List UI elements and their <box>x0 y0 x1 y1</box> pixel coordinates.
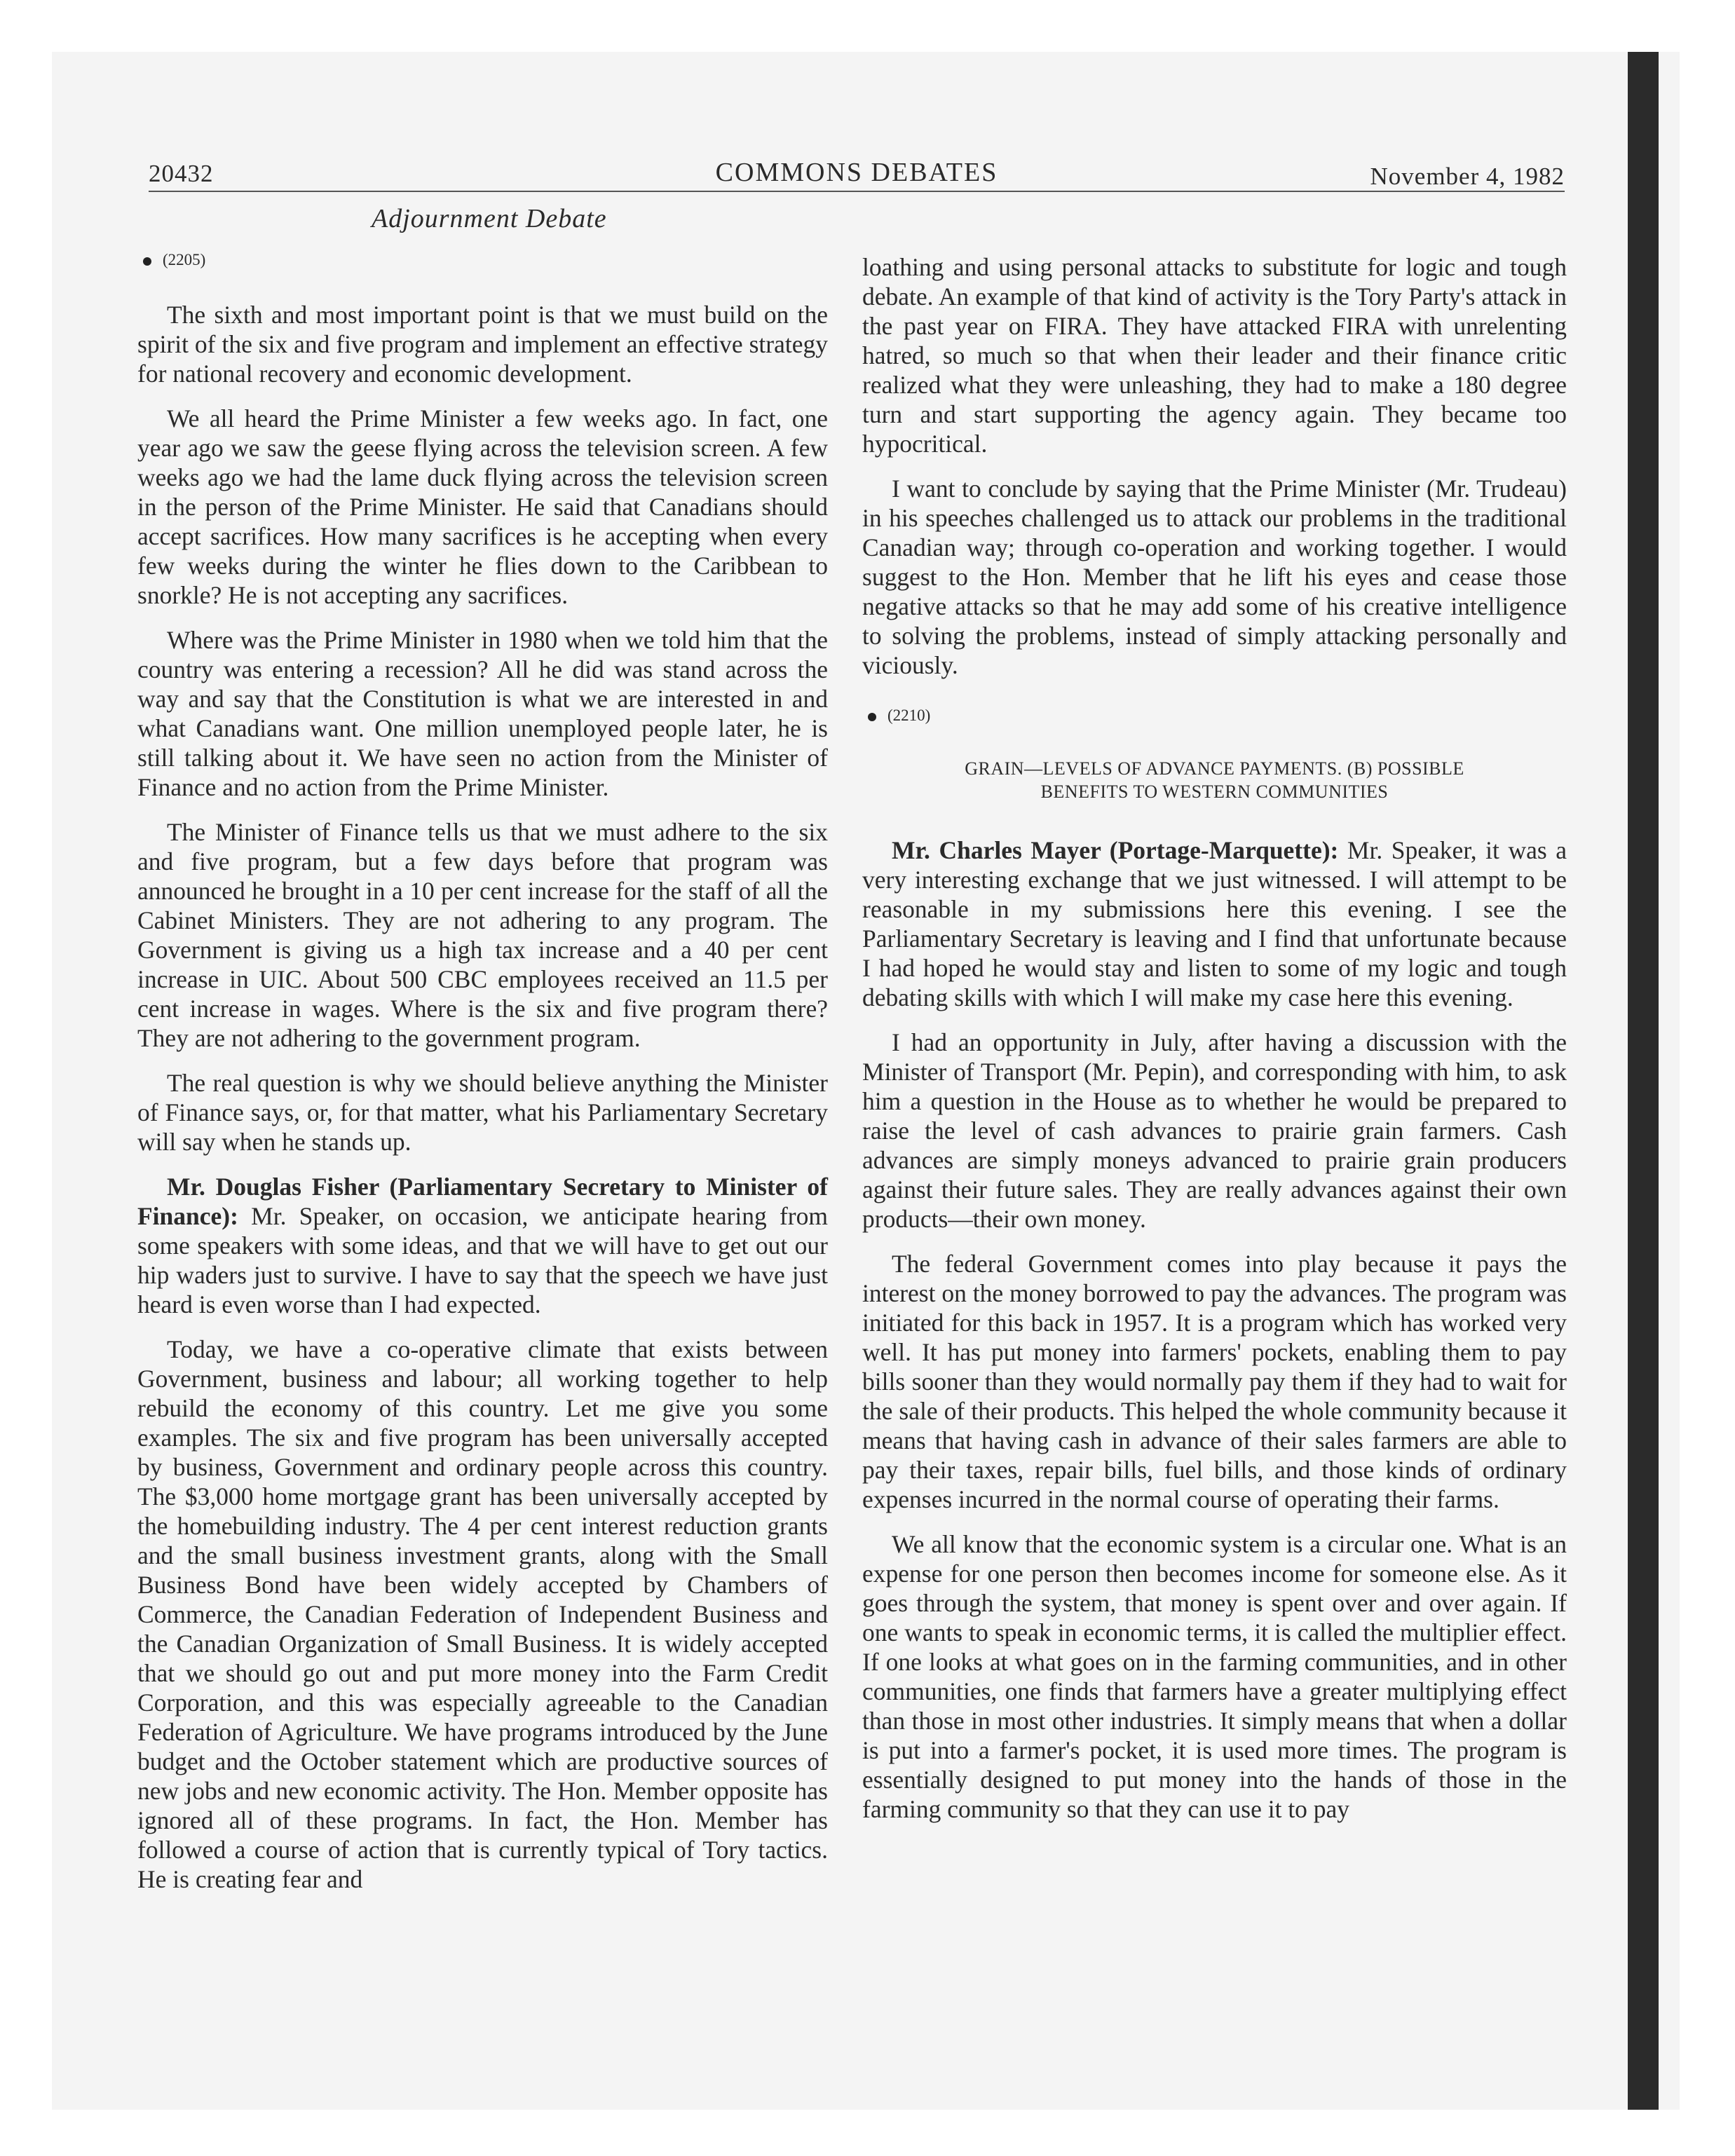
issue-date: November 4, 1982 <box>1370 163 1565 190</box>
speech-text: Mr. Speaker, it was a very interesting exchange that we just witnessed. I will attempt to be reasonable in my submissions here this evening. I see the Parliamentary Secretary is leaving and I find that unfortunate because I had hoped he would stay and listen to some of my logic and tough debating skills with which I will make my case here this evening. <box>862 836 1567 1011</box>
header-rule <box>149 191 1565 192</box>
section-title: Adjournment Debate <box>372 204 607 233</box>
left-column <box>137 245 828 1909</box>
paragraph: The Minister of Finance tells us that we must adhere to the six and five program, but a few days before that program was announced he brought in a 10 per cent increase for the staff of all the Cabinet Ministers. They are not adhering to any program. The Government is giving us a high tax increase and a 40 per cent increase in UIC. About 500 CBC employees received an 11.5 per cent increase in wages. Where is the six and five program there? They are not adhering to the government program. <box>137 818 828 1052</box>
paragraph <box>137 1172 828 1319</box>
paragraph: The sixth and most important point is that we must build on the spirit of the six and five program and implement an effective strategy for national recovery and economic development. <box>137 301 828 388</box>
time-marker <box>868 701 1567 730</box>
scan-edge-margin <box>1659 52 1680 2110</box>
debate-heading-line: GRAIN—LEVELS OF ADVANCE PAYMENTS. (B) POSSIBLE <box>965 758 1464 779</box>
speaker-name: Mr. Charles Mayer (Portage-Marquette): <box>892 836 1339 864</box>
speaker-name: Mr. Douglas Fisher (Parliamentary Secretary to Minister of Finance): <box>137 1173 828 1230</box>
paragraph: I had an opportunity in July, after having a discussion with the Minister of Transport (Mr. Pepin), and corresponding with him, to ask him a question in the House as to whether he would be prepared to raise the level of cash advances to prairie grain farmers. Cash advances are simply moneys advanced to prairie grain producers against their future sales. They are really advances against their own products—their own money. <box>862 1028 1567 1233</box>
time-marker-label: (2210) <box>887 707 931 724</box>
debate-heading <box>862 757 1567 803</box>
time-marker <box>143 245 828 275</box>
paragraph: The real question is why we should believe anything the Minister of Finance says, or, for that matter, what his Parliamentary Secretary will say when he stands up. <box>137 1069 828 1156</box>
right-column <box>862 252 1567 1839</box>
bullet-icon <box>868 713 876 721</box>
page-number: 20432 <box>149 160 214 187</box>
time-marker-label: (2205) <box>163 251 206 268</box>
paragraph: We all heard the Prime Minister a few weeks ago. In fact, one year ago we saw the geese flying across the television screen. A few weeks ago we had the lame duck flying across the television screen in the person of the Prime Minister. He said that Canadians should accept sacrifices. How many sacrifices is he accepting when every few weeks during the winter he flies down to the Caribbean to snorkle? He is not accepting any sacrifices. <box>137 404 828 609</box>
paragraph <box>862 835 1567 1012</box>
speech-text: Mr. Speaker, on occasion, we anticipate hearing from some speakers with some ideas, and that we will have to get out our hip waders just to survive. I have to say that the speech we have just heard is even worse than I had expected. <box>137 1202 828 1318</box>
bullet-icon <box>143 257 151 266</box>
paragraph: I want to conclude by saying that the Prime Minister (Mr. Trudeau) in his speeches challenged us to attack our problems in the traditional Canadian way; through co-operation and working together. I would suggest to the Hon. Member that he lift his eyes and cease those negative attacks so that he may add some of his creative intelligence to solving the problems, instead of simply attacking personally and viciously. <box>862 475 1567 679</box>
journal-title: COMMONS DEBATES <box>715 158 998 187</box>
paragraph: The federal Government comes into play because it pays the interest on the money borrowed to pay the advances. The program was initiated for this back in 1957. It is a program which has worked very well. It has put money into farmers' pockets, enabling them to pay bills sooner than they would normally pay them if they had to wait for the sale of their products. This helped the whole community because it means that having cash in advance of their sales farmers are able to pay their taxes, repair bills, fuel bills, and those kinds of ordinary expenses incurred in the normal course of operating their farms. <box>862 1250 1567 1513</box>
paragraph: Today, we have a co-operative climate that exists between Government, business and labour; all working together to help rebuild the economy of this country. Let me give you some examples. The six and five program has been universally accepted by business, Government and ordinary people across this country. The $3,000 home mortgage grant has been universally accepted by the homebuilding industry. The 4 per cent interest reduction grants and the small business investment grants, along with the Small Business Bond have been widely accepted by Chambers of Commerce, the Canadian Federation of Independent Business and the Canadian Organization of Small Business. It is widely accepted that we should go out and put more money into the Farm Credit Corporation, and this was especially agreeable to the Canadian Federation of Agriculture. We have programs introduced by the June budget and the October statement which are productive sources of new jobs and new economic activity. The Hon. Member opposite has ignored all of these programs. In fact, the Hon. Member has followed a course of action that is currently typical of Tory tactics. He is creating fear and <box>137 1335 828 1893</box>
scan-edge-shadow <box>1628 52 1659 2110</box>
paragraph: loathing and using personal attacks to substitute for logic and tough debate. An example of that kind of activity is the Tory Party's attack in the past year on FIRA. They have attacked FIRA with unrelenting hatred, so much so that when their leader and their finance critic realized what they were unleashing, they had to make a 180 degree turn and start supporting the agency again. They became too hypocritical. <box>862 253 1567 458</box>
paragraph: Where was the Prime Minister in 1980 when we told him that the country was entering a recession? All he did was stand across the way and say that the Constitution is what we are interested in and what Canadians want. One million unemployed people later, he is still talking about it. We have seen no action from the Minister of Finance and no action from the Prime Minister. <box>137 626 828 801</box>
debate-heading-line: BENEFITS TO WESTERN COMMUNITIES <box>1040 782 1389 802</box>
paragraph: We all know that the economic system is a circular one. What is an expense for one person then becomes income for someone else. As it goes through the system, that money is spent over and over again. If one wants to speak in economic terms, it is called the multiplier effect. If one looks at what goes on in the farming communities, and in other communities, one finds that farmers have a greater multiplying effect than those in most other industries. It simply means that when a dollar is put into a farmer's pocket, it is used more times. The program is essentially designed to put money into the hands of those in the farming community so that they can use it to pay <box>862 1530 1567 1823</box>
